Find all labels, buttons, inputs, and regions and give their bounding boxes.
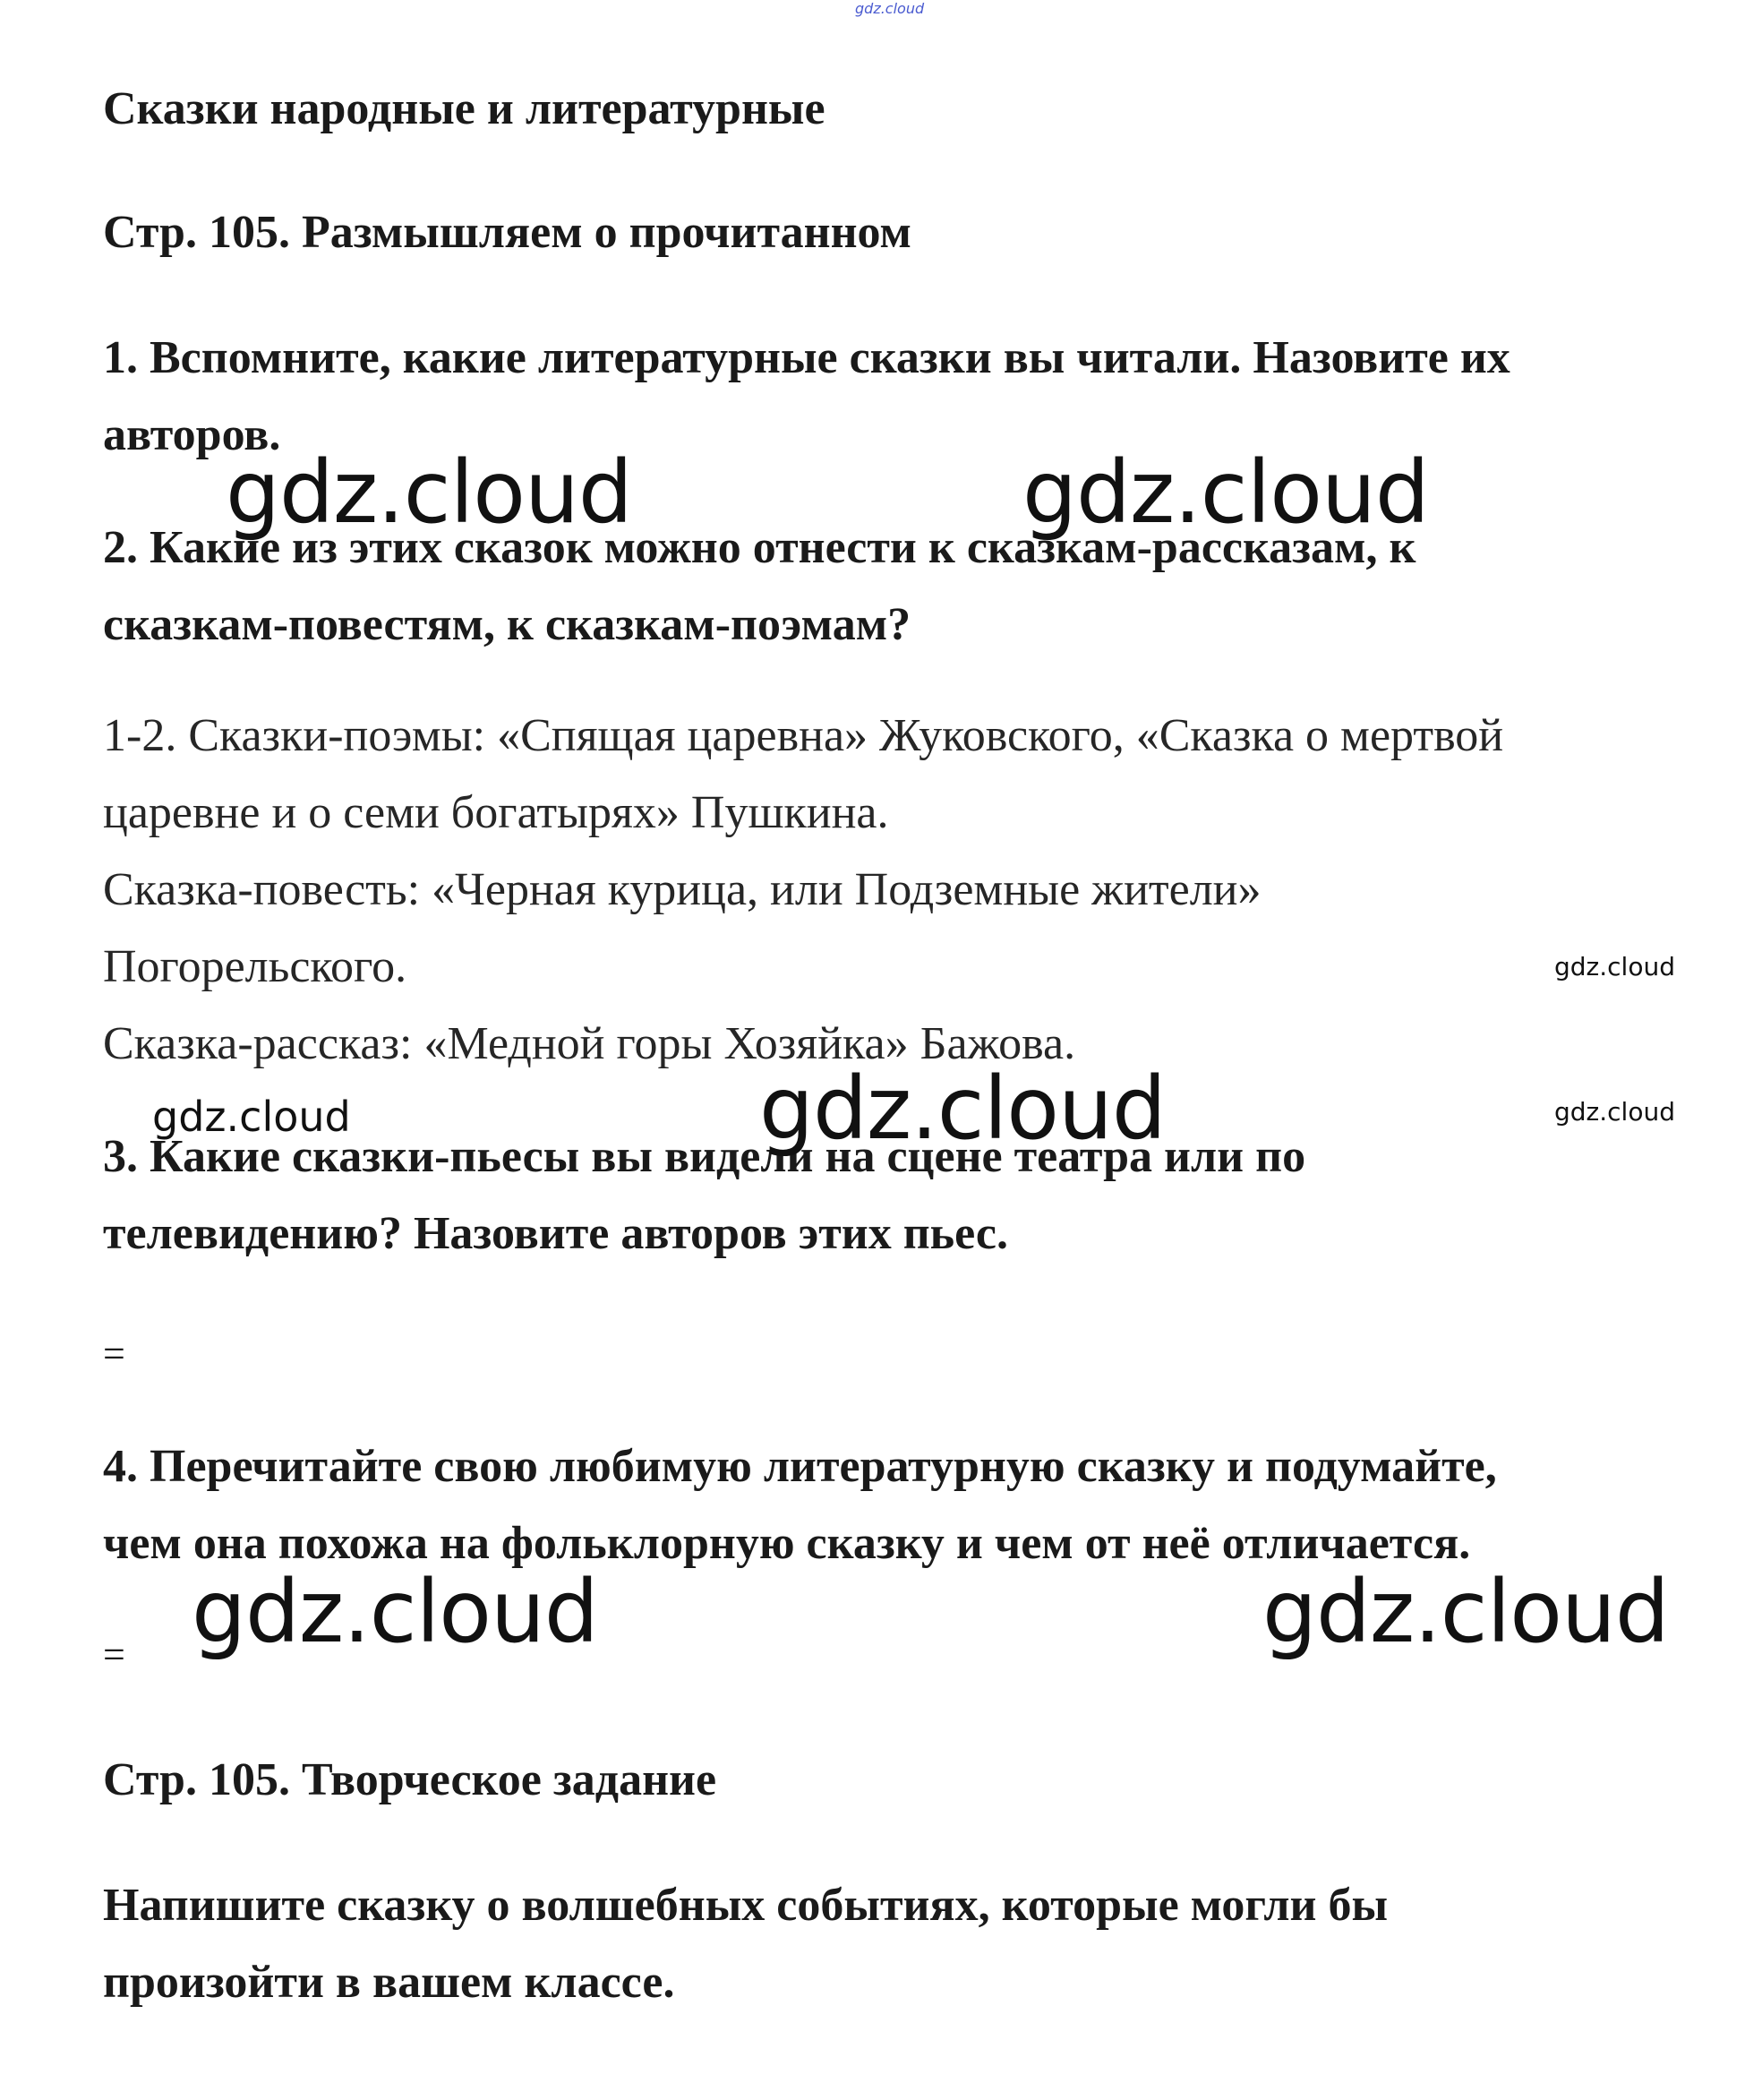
watermark-logo: gdz.cloud bbox=[192, 1562, 598, 1662]
watermark-logo: gdz.cloud bbox=[1554, 952, 1675, 981]
section-heading-reflection: Стр. 105. Размышляем о прочитанном bbox=[103, 207, 911, 258]
watermark-logo: gdz.cloud bbox=[1262, 1562, 1669, 1662]
question-3-line-1: 3. Какие сказки-пьесы вы видели на сцене театра или по bbox=[103, 1131, 1306, 1182]
question-1-line-2: авторов. bbox=[103, 409, 281, 460]
question-4-line-1: 4. Перечитайте свою любимую литературную сказку и подумайте, bbox=[103, 1441, 1497, 1492]
watermark-logo: gdz.cloud bbox=[1022, 442, 1429, 543]
answer-1-2-line-2: царевне и о семи богатырях» Пушкина. bbox=[103, 787, 889, 838]
page-title: Сказки народные и литературные bbox=[103, 83, 825, 134]
creative-task-line-1: Напишите сказку о волшебных событиях, которые могли бы bbox=[103, 1880, 1389, 1931]
watermark-logo: gdz.cloud bbox=[152, 1093, 351, 1141]
watermark-logo: gdz.cloud bbox=[759, 1059, 1166, 1159]
answer-1-2-line-3: Сказка-повесть: «Черная курица, или Подземные жители» bbox=[103, 864, 1262, 915]
question-3-line-2: телевидению? Назовите авторов этих пьес. bbox=[103, 1208, 1008, 1259]
watermark-logo: gdz.cloud bbox=[1554, 1097, 1675, 1127]
question-2-line-2: сказкам-повестям, к сказкам-поэмам? bbox=[103, 599, 911, 650]
question-4-line-2: чем она похожа на фольклорную сказку и чем от неё отличается. bbox=[103, 1518, 1471, 1569]
watermark-logo: gdz.cloud bbox=[226, 442, 632, 543]
answer-4: = bbox=[103, 1633, 125, 1676]
answer-3: = bbox=[103, 1332, 125, 1376]
answer-1-2-line-1: 1-2. Сказки-поэмы: «Спящая царевна» Жуковского, «Сказка о мертвой bbox=[103, 710, 1504, 761]
answer-1-2-line-5: Сказка-рассказ: «Медной горы Хозяйка» Бажова. bbox=[103, 1018, 1076, 1069]
creative-task-line-2: произойти в вашем классе. bbox=[103, 1957, 675, 2008]
answer-1-2-line-4: Погорельского. bbox=[103, 941, 407, 992]
section-heading-creative-task: Стр. 105. Творческое задание bbox=[103, 1754, 717, 1805]
header-watermark: gdz.cloud bbox=[855, 0, 925, 17]
question-2-line-1: 2. Какие из этих сказок можно отнести к сказкам-рассказам, к bbox=[103, 522, 1416, 573]
question-1-line-1: 1. Вспомните, какие литературные сказки вы читали. Назовите их bbox=[103, 332, 1510, 383]
